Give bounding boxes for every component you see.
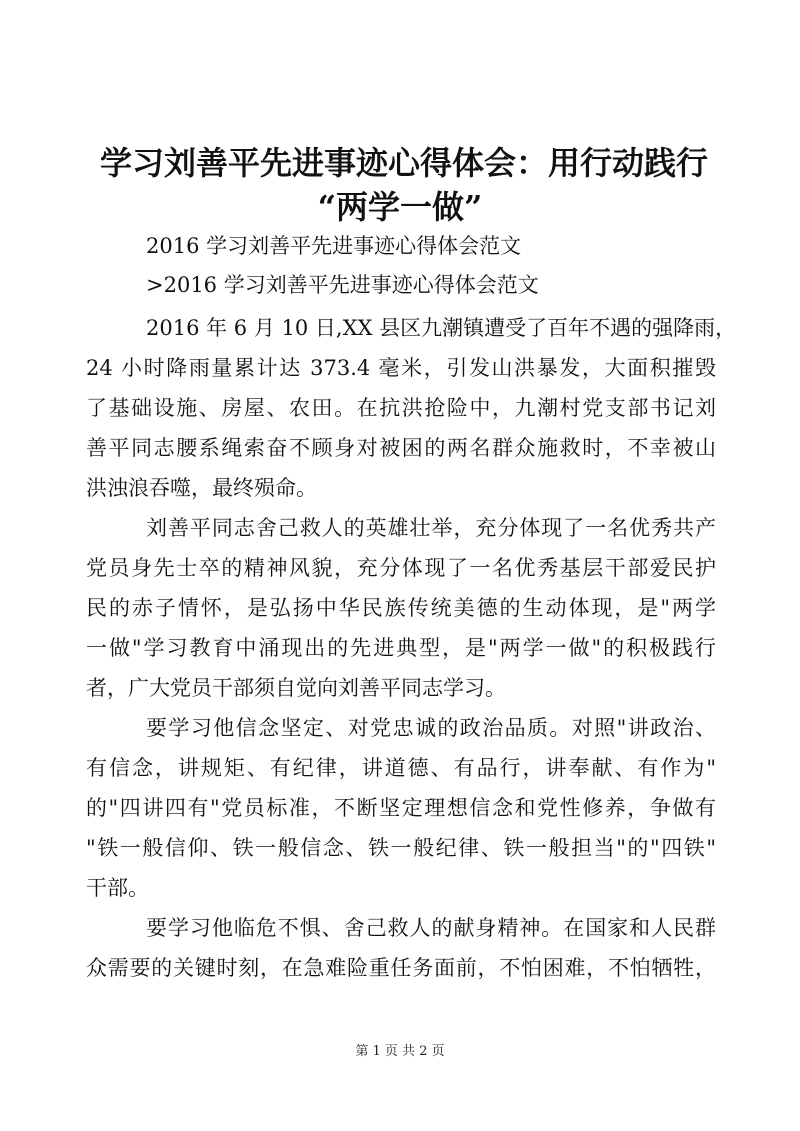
- paragraph-3-line: 干部。: [86, 876, 149, 900]
- paragraph-4-line: 要学习他临危不惧、舍己救人的献身精神。在国家和人民群: [146, 916, 716, 940]
- paragraph-1-line: 善平同志腰系绳索奋不顾身对被困的两名群众施救时，不幸被山: [86, 436, 716, 460]
- paragraph-3-line: 的"四讲四有"党员标准，不断坚定理想信念和党性修养，争做有: [86, 796, 716, 820]
- document-title-line-1: 学习刘善平先进事迹心得体会：用行动践行: [100, 144, 709, 182]
- paragraph-4-line: 众需要的关键时刻，在急难险重任务面前，不怕困难，不怕牺牲，: [86, 956, 716, 980]
- paragraph-1-line: 2016 年 6 月 10 日,XX 县区九潮镇遭受了百年不遇的强降雨，: [146, 316, 737, 340]
- paragraph-1-line: 洪浊浪吞噬，最终殒命。: [86, 476, 317, 500]
- paragraph-3-line: 有信念，讲规矩、有纪律，讲道德、有品行，讲奉献、有作为": [86, 756, 716, 780]
- subtitle-line-1: 2016 学习刘善平先进事迹心得体会范文: [146, 234, 522, 258]
- page-footer: 第 1 页 共 2 页: [355, 1044, 445, 1059]
- paragraph-2-line: 一做"学习教育中涌现出的先进典型，是"两学一做"的积极践行: [86, 636, 716, 660]
- paragraph-2-line: 者，广大党员干部须自觉向刘善平同志学习。: [86, 676, 506, 700]
- paragraph-3-line: 要学习他信念坚定、对党忠诚的政治品质。对照"讲政治、: [146, 716, 716, 740]
- paragraph-2-line: 民的赤子情怀，是弘扬中华民族传统美德的生动体现，是"两学: [86, 596, 716, 620]
- paragraph-1-line: 了基础设施、房屋、农田。在抗洪抢险中，九潮村党支部书记刘: [86, 396, 716, 420]
- document-title-line-2: “两学一做”: [317, 188, 483, 226]
- paragraph-3-line: "铁一般信仰、铁一般信念、铁一般纪律、铁一般担当"的"四铁": [86, 836, 716, 860]
- paragraph-2-line: 党员身先士卒的精神风貌，充分体现了一名优秀基层干部爱民护: [86, 556, 716, 580]
- paragraph-2-line: 刘善平同志舍己救人的英雄壮举，充分体现了一名优秀共产: [146, 516, 716, 540]
- subtitle-line-2: >2016 学习刘善平先进事迹心得体会范文: [146, 273, 539, 297]
- paragraph-1-line: 24 小时降雨量累计达 373.4 毫米，引发山洪暴发，大面积摧毁: [86, 356, 716, 380]
